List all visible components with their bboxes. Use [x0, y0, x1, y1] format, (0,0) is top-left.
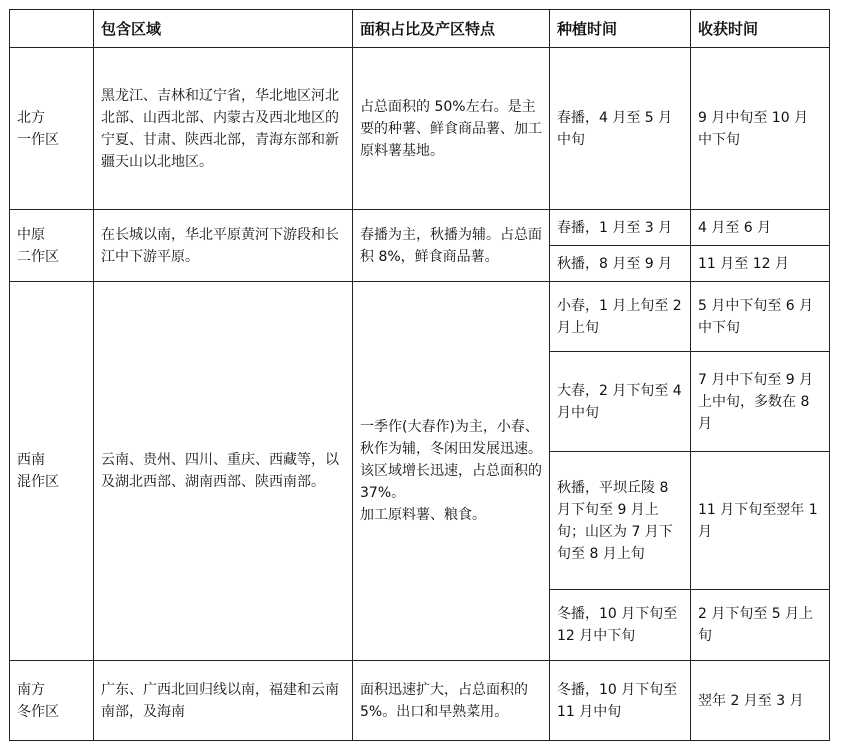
plant-time: 小春，1 月上旬至 2 月上旬 [550, 282, 691, 352]
potato-region-table [9, 9, 830, 741]
region-area: 云南、贵州、四川、重庆、西藏等，以及湖北西部、湖南西部、陕西南部。 [94, 282, 353, 661]
plant-time: 冬播，10 月下旬至 12 月中下旬 [550, 590, 691, 661]
plant-time: 秋播，8 月至 9 月 [550, 246, 691, 282]
region-name: 北方 一作区 [10, 48, 94, 210]
harvest-time: 11 月下旬至翌年 1 月 [691, 452, 830, 590]
region-feature: 面积迅速扩大，占总面积的 5%。出口和早熟菜用。 [353, 661, 550, 741]
harvest-time: 11 月至 12 月 [691, 246, 830, 282]
region-area: 广东、广西北回归线以南，福建和云南南部，及海南 [94, 661, 353, 741]
header-feature: 面积占比及产区特点 [353, 10, 550, 48]
table-row [10, 210, 830, 246]
region-name: 南方 冬作区 [10, 661, 94, 741]
harvest-time: 翌年 2 月至 3 月 [691, 661, 830, 741]
plant-time: 秋播，平坝丘陵 8 月下旬至 9 月上旬；山区为 7 月下旬至 8 月上旬 [550, 452, 691, 590]
region-name: 中原 二作区 [10, 210, 94, 282]
region-area: 在长城以南，华北平原黄河下游段和长江中下游平原。 [94, 210, 353, 282]
harvest-time: 4 月至 6 月 [691, 210, 830, 246]
region-feature: 占总面积的 50%左右。是主要的种薯、鲜食商品薯、加工原料薯基地。 [353, 48, 550, 210]
region-feature: 春播为主，秋播为辅。占总面积 8%，鲜食商品薯。 [353, 210, 550, 282]
plant-time: 春播，4 月至 5 月中旬 [550, 48, 691, 210]
table-row [10, 282, 830, 352]
header-blank [10, 10, 94, 48]
header-harvest-time: 收获时间 [691, 10, 830, 48]
region-area: 黑龙江、吉林和辽宁省，华北地区河北北部、山西北部、内蒙古及西北地区的宁夏、甘肃、陕西北部，青海东部和新疆天山以北地区。 [94, 48, 353, 210]
harvest-time: 7 月中下旬至 9 月上中旬，多数在 8 月 [691, 352, 830, 452]
header-row [10, 10, 830, 48]
harvest-time: 9 月中旬至 10 月中下旬 [691, 48, 830, 210]
header-area: 包含区域 [94, 10, 353, 48]
plant-time: 春播，1 月至 3 月 [550, 210, 691, 246]
plant-time: 大春，2 月下旬至 4 月中旬 [550, 352, 691, 452]
table-row [10, 48, 830, 210]
region-name: 西南 混作区 [10, 282, 94, 661]
harvest-time: 2 月下旬至 5 月上旬 [691, 590, 830, 661]
harvest-time: 5 月中下旬至 6 月中下旬 [691, 282, 830, 352]
table-row [10, 661, 830, 741]
plant-time: 冬播，10 月下旬至 11 月中旬 [550, 661, 691, 741]
region-feature: 一季作(大春作)为主，小春、秋作为辅，冬闲田发展迅速。 该区域增长迅速，占总面积的 37%。 加工原料薯、粮食。 [353, 282, 550, 661]
header-plant-time: 种植时间 [550, 10, 691, 48]
